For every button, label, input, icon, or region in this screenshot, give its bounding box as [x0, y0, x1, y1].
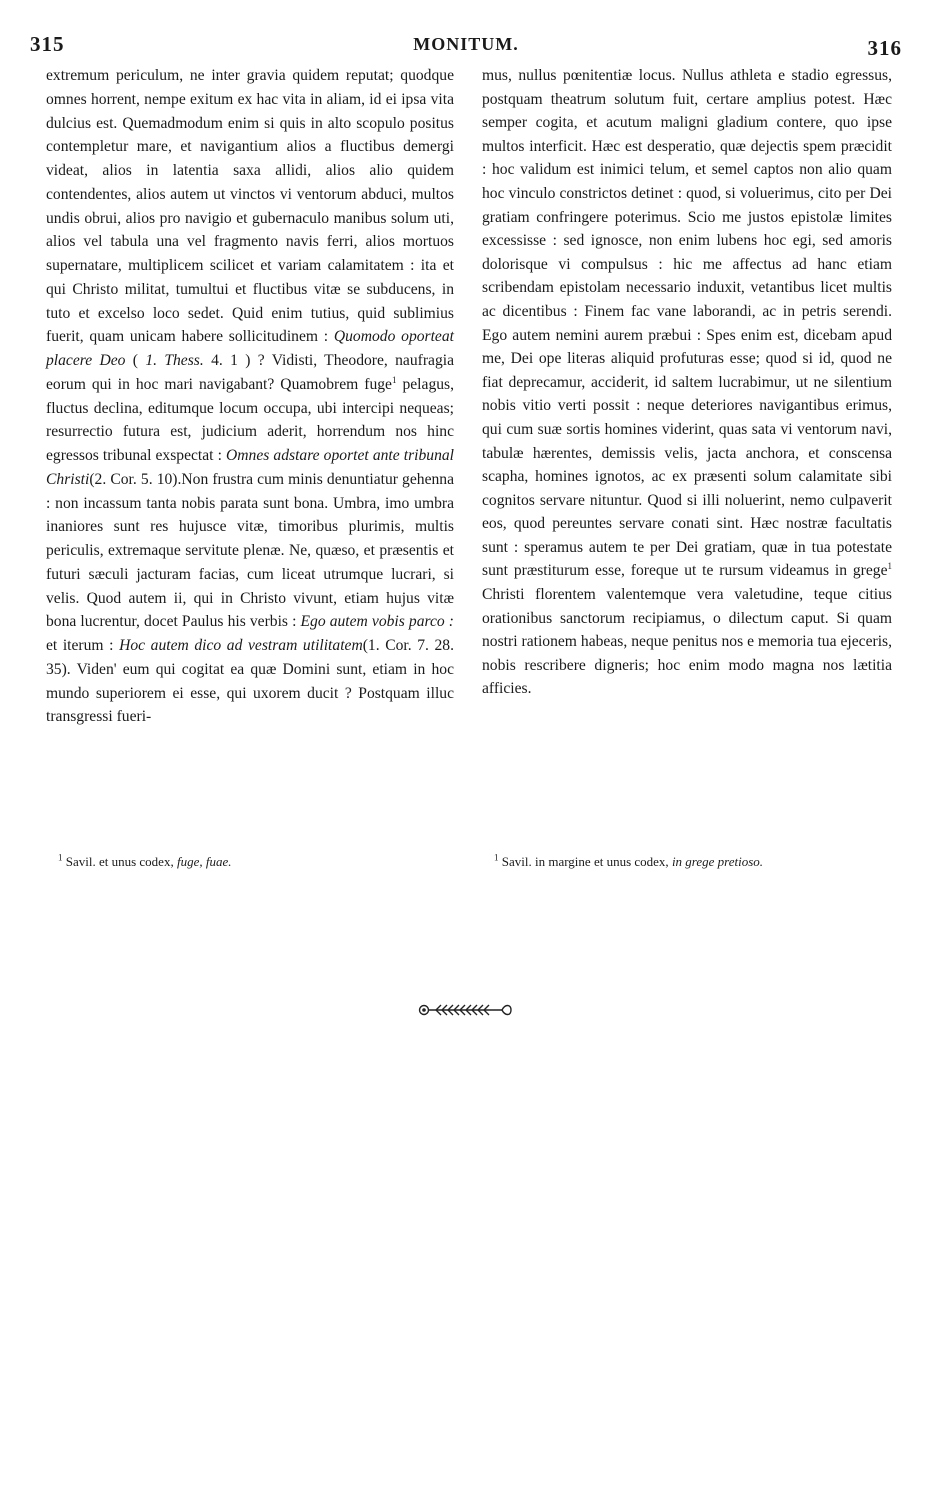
footnote-italic-text: in grege pretioso. — [671, 854, 764, 869]
scripture-reference: (1. Cor. 7. 28. 35) — [46, 637, 454, 678]
reference-paren: ( — [125, 352, 146, 369]
body-text: mus, nullus pœnitentiæ locus. Nullus athleta e stadio egressus, postquam theatrum solutum fuit, certare amplius potest. Hæc semper cogita, et acutum maligni gladium contere, quo ipse multos interficit. Hæc est desperatio, quæ dejectis spem præcidit : hoc validum est inimici telum, et semel captos non alio quam hoc vinculo constrictos detinet : quod, si voluerimus, cito per Dei gratiam confringere poterimus. Scio me justos epistolæ limites excessisse : sed ignosce, non enim lubens hoc egi, sed amoris dolorisque vi compulsus : hic me affectus ad hanc etiam scribendam epistolam necessario induxit, vetantibus licet multis ac dicentibus : Finem fac vane laborandi, ac in petris serendi. Ego autem nemini aurem præbui : Spes enim est, dicebam apud me, Dei ope literas aliquid profuturas esse; quod si id, quod ne fiat deprecamur, acciderit, id saltem lucrabimur, ut ne silentium nobis vitio verti possit : neque deteriores navigantibus erimus, qui cum suæ sortis homines viderint, quas sata vi ventorum navi, tabulæ hærentes, demissis velis, jacta anchora, et conscensa scapha, homines ignotos, ac ex præsenti solum calamitate sibi cognitos servare nituntur. Quod si illi noluerint, nemo culpaverit eos, quod pereuntes servare conati sint. Hæc nostræ facultatis sunt : speramus autem te per Dei gratiam, quæ in tua potestate sunt præstiturum esse, foreque ut te rursum videamus in grege — [482, 67, 892, 580]
footnote-marker: 1 — [887, 561, 892, 572]
body-text: .Non frustra cum minis denuntiatur gehenna : non incassum tanta nobis parata sunt bona. Umbra, imo umbra inaniores sunt res hujusce vitæ, timoribus plurimis, multis periculis, extremaque servitute plenæ. Ne, quæso, et præsentis et futuri sæculi jacturam facias, cum liceat utrumque lucrari, si velis. Quod autem ii, qui in Christo vivunt, etiam hujus vitæ bona lucrentur, docet Paulus his verbis : — [46, 470, 455, 631]
right-column — [482, 64, 892, 701]
scripture-quote: Hoc autem dico ad vestram utilitatem — [119, 637, 363, 654]
footnote-text: Savil. et unus codex, — [62, 854, 177, 869]
running-title: MONITUM. — [413, 34, 519, 54]
body-text: extremum periculum, ne inter gravia quidem reputat; quodque omnes horrent, nempe exitum ex hac vita in aliam, id ei ipsa vita dulcius est. Quemadmodum enim si quis in alto scopulo positus contempletur mare, et navigantium alios a fluctibus demergi videat, alios in latentia saxa allidi, alios alio quidem contendentes, alios autem ut vinctos vi ventorum abduci, multos undis obrui, alios pro navigio et gubernaculo manibus solum uti, alios vel tabula una vel fragmento navis ferri, alios mortuos supernatare, multiplicem scilicet et variam calamitatem : ita et qui Christo militat, tumultui et fluctibus vitæ se subducens, in tuto et excelso loco sedet. Quid enim tutius, quid sublimius fuerit, quam unicam habere sollicitudinem : — [46, 67, 454, 346]
body-text: Christi florentem valentemque vera valetudine, teque citius orationibus sanctorum recipiamus, o dilectum caput. Si quam nostri rationem habeas, neque penitus nos e memoria tua ejeceris, nobis rescribere digneris; hoc enim modo magna nos lætitia afficies. — [482, 586, 892, 698]
body-text: et iterum : — [46, 637, 120, 654]
body-text: pelagus, fluctus declina, editumque locum occupa, ubi intercipi nequeas; resurrectio futura est, judicium aderit, horrendum nos hinc egressos tribunal exspectat : — [46, 375, 454, 464]
footnote-text: Savil. in margine et unus codex, — [498, 854, 672, 869]
scripture-quote: Ego autem vobis parco : — [300, 613, 454, 631]
footnote-italic-text: fuge, fuae. — [176, 854, 232, 869]
page-number-left: 315 — [30, 32, 65, 56]
scripture-quote: Quomodo oporteat placere Deo — [46, 328, 454, 369]
body-text: ? Vidisti, Theodore, naufragia eorum qui in hoc mari navigabant? Quamobrem fuge — [46, 352, 455, 393]
body-text: . Viden' eum qui cogitat ea quæ Domini sunt, etiam in hoc mundo superiorem ei esse, qui uxorem ducit ? Postquam illuc transgressi fueri- — [46, 660, 454, 726]
footnote-right — [494, 854, 763, 870]
left-column-paragraph — [46, 64, 454, 729]
page-number-right: 316 — [867, 36, 902, 60]
scripture-reference: 1. Thess. — [145, 352, 204, 369]
footnote-marker: 1 — [391, 374, 397, 385]
footnote-marker: 1 — [494, 852, 499, 863]
footnote-left — [58, 854, 231, 870]
left-column — [46, 64, 454, 729]
scripture-quote: Omnes adstare oportet ante tribunal Christi — [46, 447, 454, 488]
scripture-reference: (2. Cor. 5. 10) — [89, 470, 178, 488]
footnote-marker: 1 — [58, 852, 63, 863]
right-column-paragraph — [482, 64, 892, 701]
scripture-reference-number: 4. 1 ) — [203, 352, 258, 369]
page-header — [30, 32, 902, 62]
tailpiece-ornament-icon — [416, 998, 516, 1022]
